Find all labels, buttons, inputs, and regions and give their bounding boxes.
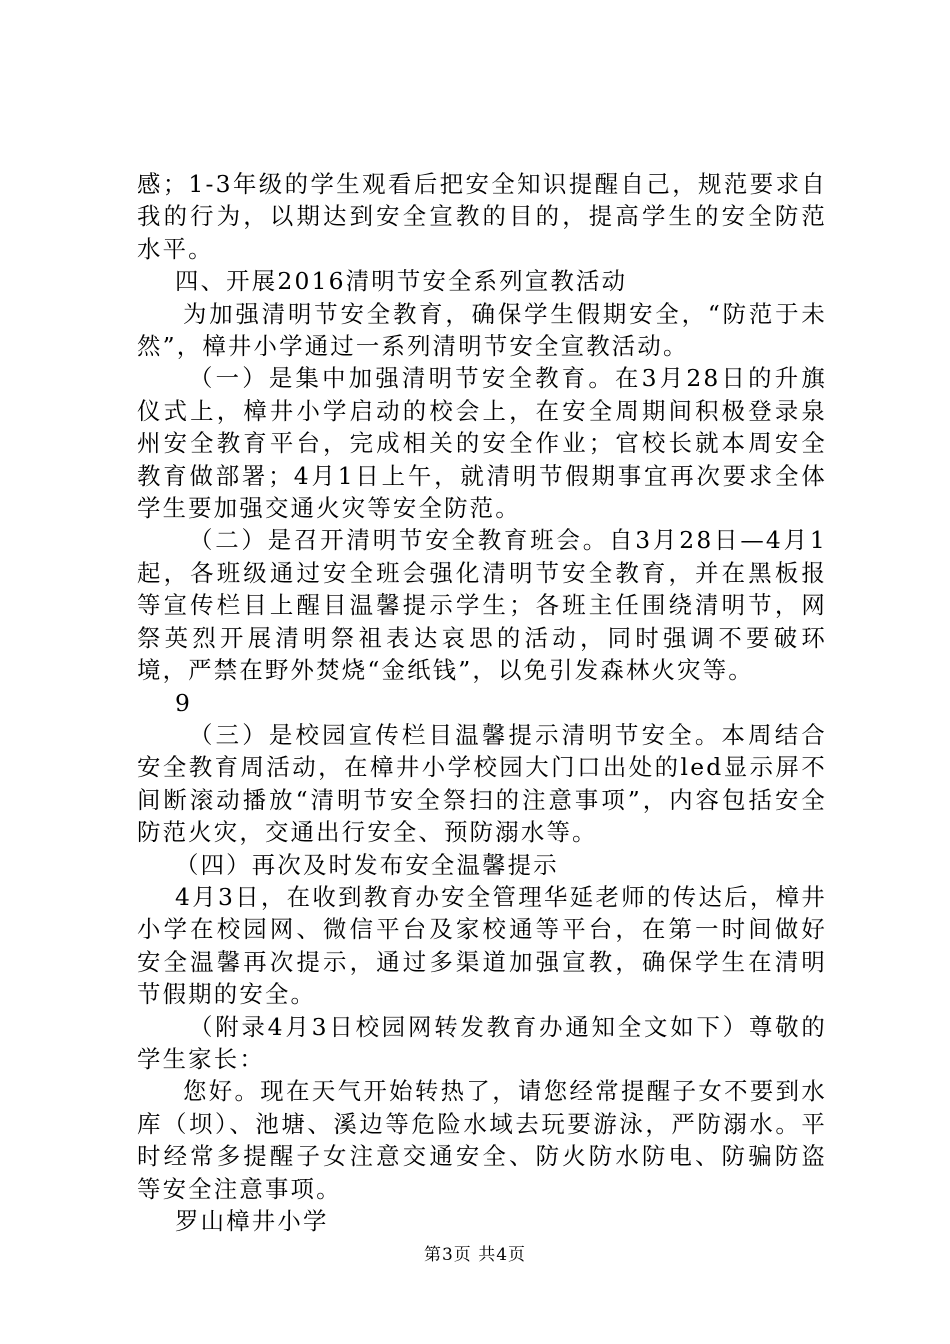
paragraph-item-three: （三）是校园宣传栏目温馨提示清明节安全。本周结合安全教育周活动，在樟井小学校园大门口出处的led显示屏不间断滚动播放“清明节安全祭扫的注意事项”，内容包括安全防范火灾，交通出行安全、预防溺水等。 xyxy=(137,720,827,847)
paragraph-item-two: （二）是召开清明节安全教育班会。自3月28日—4月1起，各班级通过安全班会强化清明节安全教育，并在黑板报等宣传栏目上醒目温馨提示学生；各班主任围绕清明节，网祭英烈开展清明祭祖表达哀思的活动，同时强调不要破环境，严禁在野外焚烧“金纸钱”，以免引发森林火灾等。 xyxy=(137,526,827,685)
paragraph-notice: 您好。现在天气开始转热了，请您经常提醒子女不要到水库（坝）、池塘、溪边等危险水域去玩要游泳，严防溺水。平时经常多提醒子女注意交通安全、防火防水防电、防骗防盗等安全注意事项。 xyxy=(137,1077,827,1203)
subheading-item-four: （四）再次及时发布安全温馨提示 xyxy=(175,850,559,879)
paragraph-continuation: 感；1-3年级的学生观看后把安全知识提醒自己，规范要求自我的行为，以期达到安全宣教的目的，提高学生的安全防范水平。 xyxy=(137,170,827,263)
signature-school: 罗山樟井小学 xyxy=(175,1207,329,1235)
paragraph-intro: 为加强清明节安全教育，确保学生假期安全，“防范于未然”，樟井小学通过一系列清明节安全宣教活动。 xyxy=(137,299,827,361)
paragraph-item-one: （一）是集中加强清明节安全教育。在3月28日的升旗仪式上，樟井小学启动的校会上，在安全周期间积极登录泉州安全教育平台，完成相关的安全作业；官校长就本周安全教育做部署；4月1日上午，就清明节假期事宜再次要求全体学生要加强交通火灾等安全防范。 xyxy=(137,364,827,523)
section-heading-four: 四、开展2016清明节安全系列宣教活动 xyxy=(175,267,628,296)
page-footer: 第3页 共4页 xyxy=(423,1245,527,1265)
inline-number: 9 xyxy=(175,688,193,717)
document-body xyxy=(137,168,827,1237)
paragraph-appendix: （附录4月3日校园网转发教育办通知全文如下）尊敬的学生家长： xyxy=(137,1012,827,1073)
paragraph-april-third: 4月3日，在收到教育办安全管理华延老师的传达后，樟井小学在校园网、微信平台及家校通等平台，在第一时间做好安全温馨再次提示，通过多渠道加强宣教，确保学生在清明节假期的安全。 xyxy=(137,882,827,1009)
